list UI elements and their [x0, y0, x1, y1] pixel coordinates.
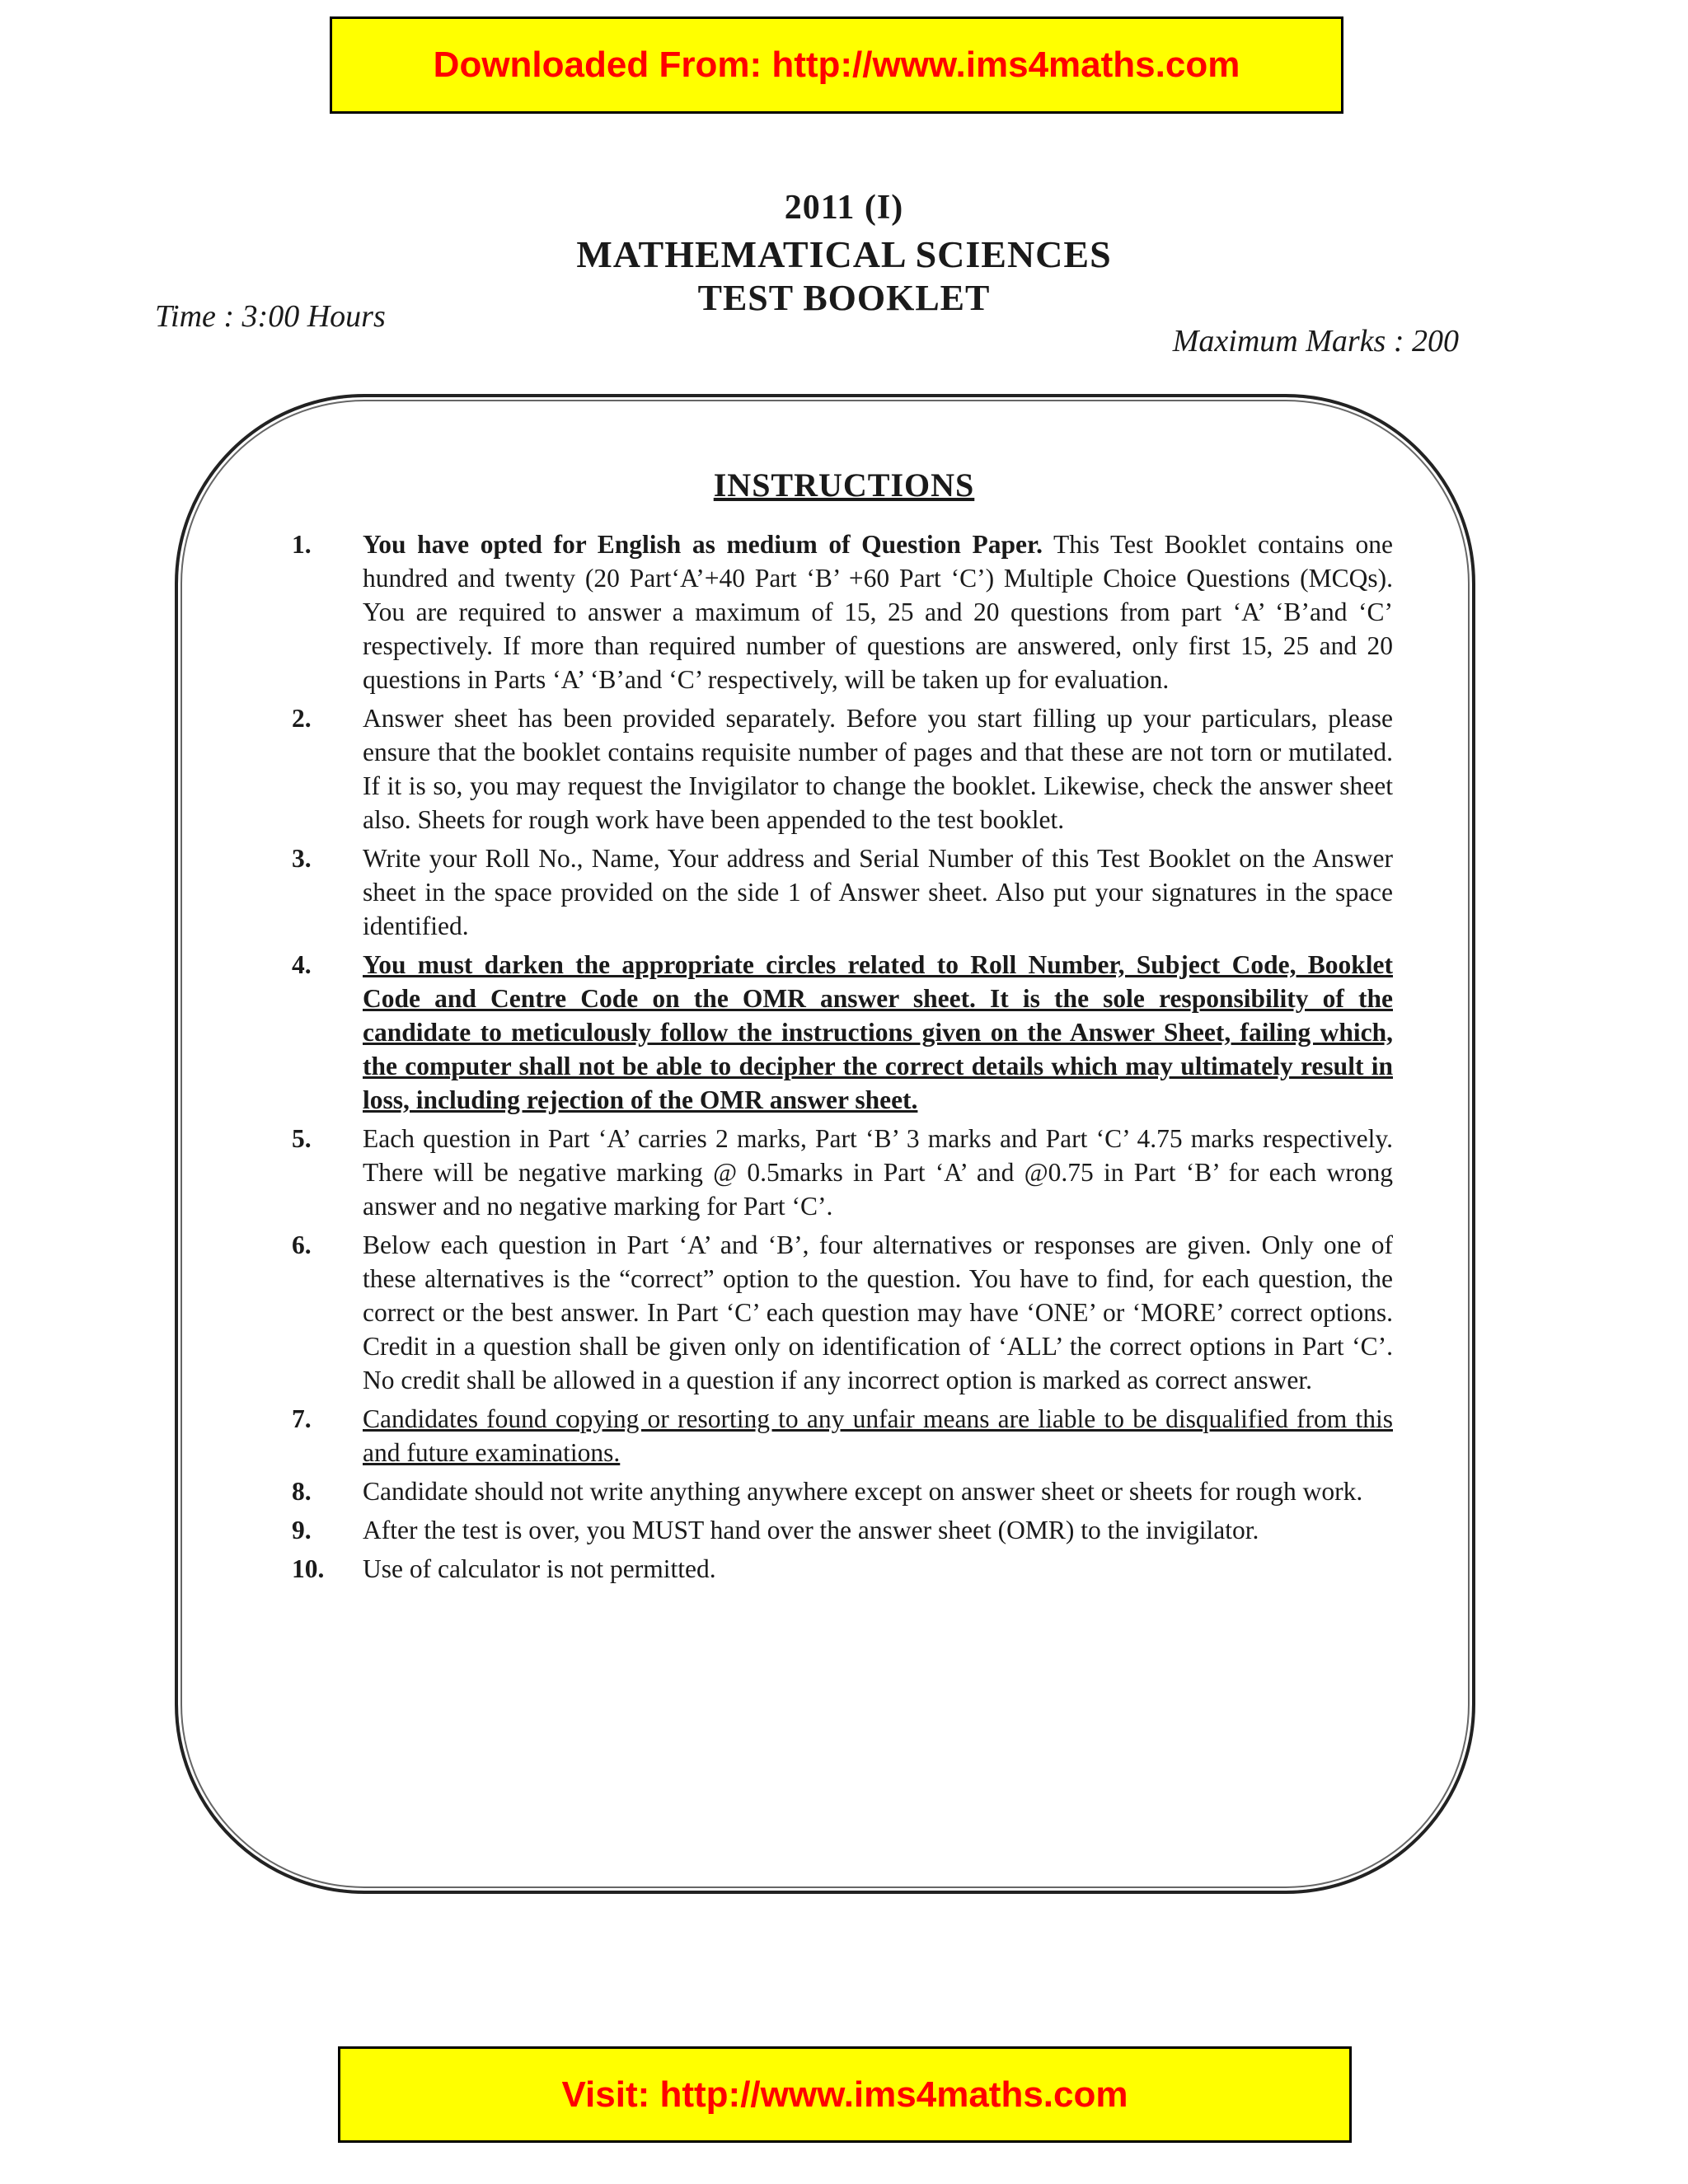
instruction-item-3 [280, 841, 1393, 943]
instruction-item-4 [280, 948, 1393, 1117]
instruction-text: Candidate should not write anything anywhere except on answer sheet or sheets for rough work. [363, 1477, 1363, 1506]
instruction-text: Use of calculator is not permitted. [363, 1554, 716, 1583]
instruction-text: After the test is over, you MUST hand over the answer sheet (OMR) to the invigilator. [363, 1516, 1259, 1544]
instruction-number: 4. [292, 950, 312, 979]
instruction-number: 8. [292, 1477, 312, 1506]
instruction-text: This Test Booklet contains one hundred and twenty (20 Part‘A’+40 Part ‘B’ +60 Part ‘C’) Multiple Choice Questions (MCQs). You are required to answer a maximum of 15, 25 and 20 questions from part ‘A’ ‘B’and ‘C’ respectively. If more than required number of questions are answered, only first 15, 25 and 20 questions in Parts ‘A’ ‘B’and ‘C’ respectively, will be taken up for evaluation. [363, 530, 1393, 694]
instruction-item-8 [280, 1474, 1393, 1508]
instruction-text: Candidates found copying or resorting to any unfair means are liable to be disqualified from this and future examinations. [363, 1404, 1393, 1467]
download-source-text: Downloaded From: http://www.ims4maths.com [433, 45, 1240, 85]
instruction-item-7 [280, 1402, 1393, 1469]
instruction-item-2 [280, 701, 1393, 837]
instruction-number: 7. [292, 1404, 312, 1433]
instructions-heading: INSTRUCTIONS [713, 466, 975, 504]
instruction-number: 2. [292, 704, 312, 733]
instruction-text: Below each question in Part ‘A’ and ‘B’, four alternatives or responses are given. Only one of these alternatives is the “correct” option to the question. You have to find, for each question, the correct or the best answer. In Part ‘C’ each question may have ‘ONE’ or ‘MORE’ correct options. Credit in a question shall be given only on identification of ‘ALL’ the correct options in Part ‘C’. No credit shall be allowed in a question if any incorrect option is marked as correct answer. [363, 1230, 1393, 1394]
instruction-item-1 [280, 527, 1393, 696]
instruction-number: 5. [292, 1124, 312, 1153]
instruction-item-5 [280, 1122, 1393, 1223]
maximum-marks: Maximum Marks : 200 [1172, 324, 1459, 359]
instruction-item-10 [280, 1552, 1393, 1586]
instruction-number: 10. [292, 1554, 325, 1583]
download-source-banner [330, 16, 1343, 114]
exam-year: 2011 (I) [784, 189, 904, 227]
booklet-title: TEST BOOKLET [697, 278, 991, 318]
instruction-text: Each question in Part ‘A’ carries 2 marks, Part ‘B’ 3 marks and Part ‘C’ 4.75 marks respectively. There will be negative marking @ 0.5marks in Part ‘A’ and @0.75 in Part ‘B’ for each wrong answer and no negative marking for Part ‘C’. [363, 1124, 1393, 1221]
visit-site-text: Visit: http://www.ims4maths.com [561, 2074, 1128, 2115]
instruction-item-6 [280, 1228, 1393, 1397]
instruction-number: 1. [292, 530, 312, 559]
instruction-number: 3. [292, 844, 312, 873]
instructions-list [280, 527, 1393, 1591]
exam-duration: Time : 3:00 Hours [155, 299, 386, 334]
exam-subject: MATHEMATICAL SCIENCES [576, 233, 1112, 275]
instruction-lead: You have opted for English as medium of Question Paper. [363, 530, 1043, 559]
instruction-item-9 [280, 1513, 1393, 1547]
instruction-number: 9. [292, 1516, 312, 1544]
instruction-number: 6. [292, 1230, 312, 1259]
instruction-text: You must darken the appropriate circles related to Roll Number, Subject Code, Booklet Code and Centre Code on the OMR answer sheet. It is the sole responsibility of the candidate to meticulously follow the instructions given on the Answer Sheet, failing which, the computer shall not be able to decipher the correct details which may ultimately result in loss, including rejection of the OMR answer sheet. [363, 950, 1393, 1114]
instruction-text: Answer sheet has been provided separately. Before you start filling up your particulars, please ensure that the booklet contains requisite number of pages and that these are not torn or mutilated. If it is so, you may request the Invigilator to change the booklet. Likewise, check the answer sheet also. Sheets for rough work have been appended to the test booklet. [363, 704, 1393, 834]
visit-site-banner [338, 2046, 1352, 2143]
instruction-text: Write your Roll No., Name, Your address and Serial Number of this Test Booklet on the Answer sheet in the space provided on the side 1 of Answer sheet. Also put your signatures in the space identified. [363, 844, 1393, 940]
